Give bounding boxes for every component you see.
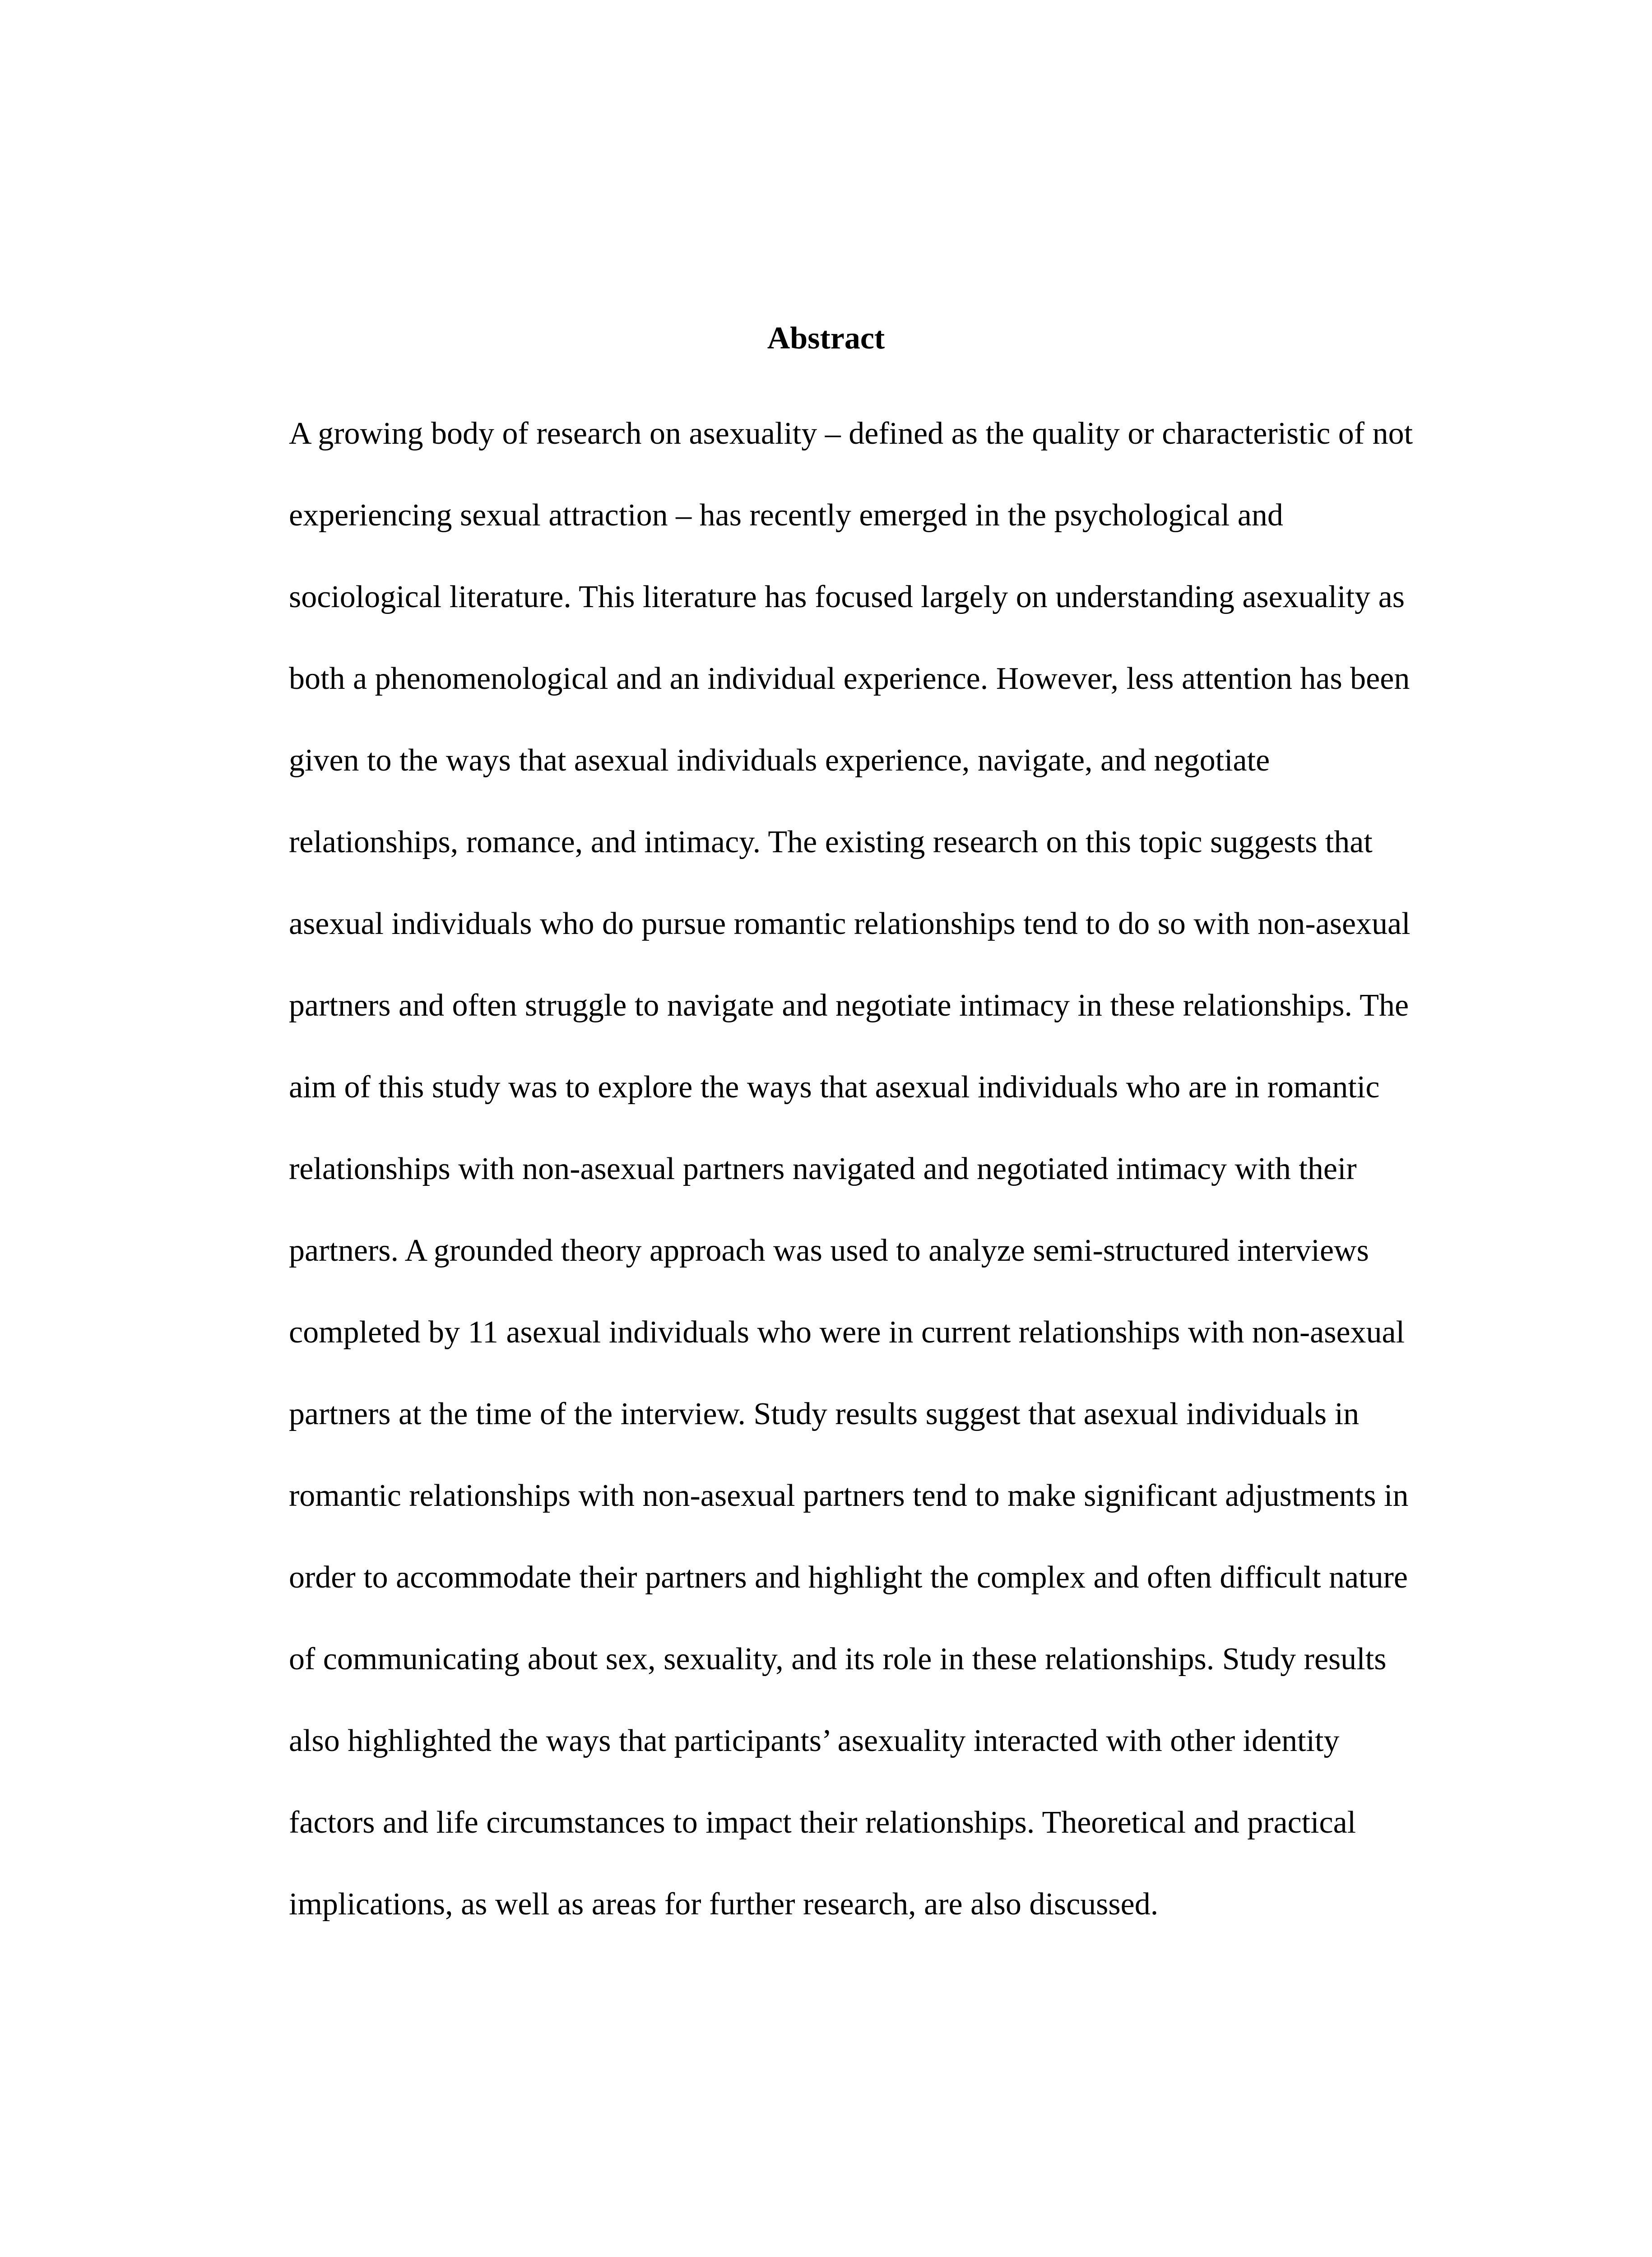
abstract-line: romantic relationships with non-asexual partners tend to make significant adjustments in [289,1478,1409,1513]
abstract-line: factors and life circumstances to impact their relationships. Theoretical and practical [289,1805,1356,1840]
abstract-line: relationships, romance, and intimacy. The existing research on this topic suggests that [289,825,1373,859]
abstract-body [289,393,1453,1945]
abstract-line: both a phenomenological and an individual experience. However, less attention has been [289,661,1410,696]
abstract-line: asexual individuals who do pursue romantic relationships tend to do so with non-asexual [289,906,1411,941]
abstract-line: A growing body of research on asexuality – defined as the quality or characteristic of not [289,416,1413,451]
abstract-line: partners at the time of the interview. Study results suggest that asexual individuals in [289,1397,1360,1431]
abstract-line: aim of this study was to explore the ways that asexual individuals who are in romantic [289,1070,1380,1105]
abstract-heading: Abstract [767,321,885,356]
abstract-line: also highlighted the ways that participants’ asexuality interacted with other identity [289,1723,1340,1758]
abstract-line: given to the ways that asexual individuals experience, navigate, and negotiate [289,743,1270,778]
abstract-line: relationships with non-asexual partners navigated and negotiated intimacy with their [289,1152,1357,1186]
abstract-line: partners. A grounded theory approach was used to analyze semi-structured interviews [289,1233,1369,1268]
abstract-line: implications, as well as areas for further research, are also discussed. [289,1887,1159,1922]
abstract-line: partners and often struggle to navigate and negotiate intimacy in these relationships. The [289,988,1409,1023]
abstract-line: order to accommodate their partners and highlight the complex and often difficult nature [289,1560,1408,1595]
abstract-line: of communicating about sex, sexuality, and its role in these relationships. Study results [289,1642,1387,1676]
abstract-line: sociological literature. This literature has focused largely on understanding asexuality as [289,580,1405,614]
abstract-line: experiencing sexual attraction – has recently emerged in the psychological and [289,498,1283,533]
abstract-line: completed by 11 asexual individuals who were in current relationships with non-asexual [289,1315,1405,1350]
